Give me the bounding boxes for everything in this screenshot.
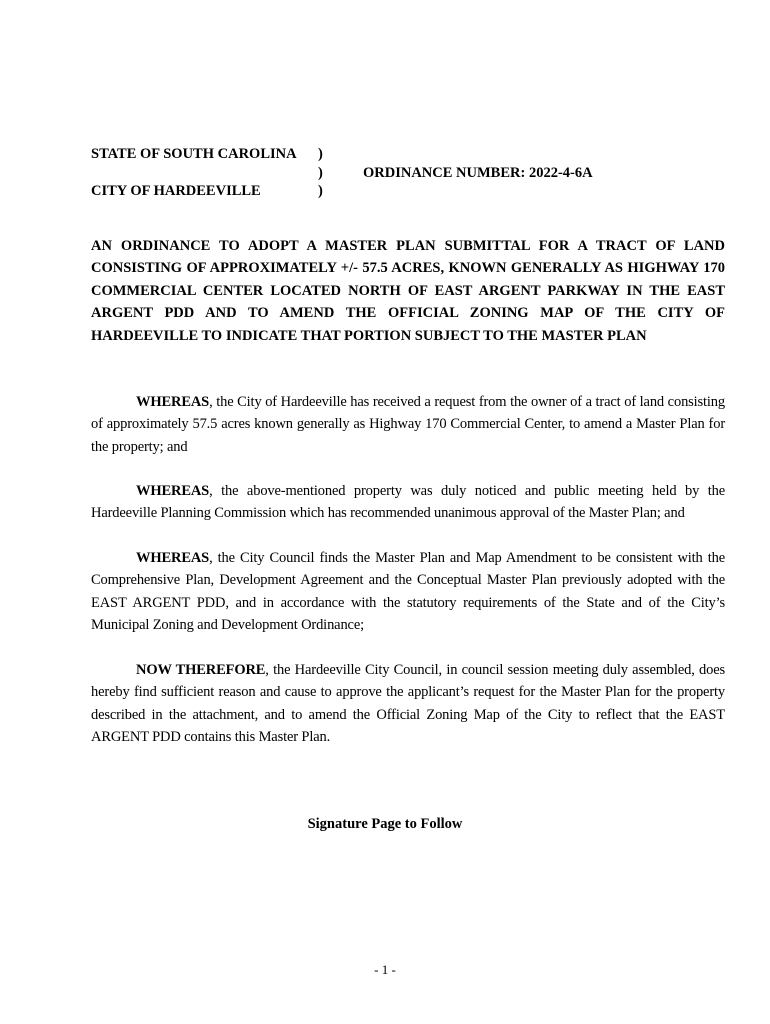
- paragraph-lead: WHEREAS: [136, 483, 210, 499]
- now-therefore-paragraph: [91, 659, 725, 749]
- whereas-paragraph: [91, 480, 725, 525]
- paragraph-body: , the City Council finds the Master Plan and Map Amendment to be consistent with the Comprehensive Plan, Development Agreement and the Conceptual Master Plan previously adopted with the EAST ARGENT PDD, and in accordance with the statutory requirements of the State and of the City’s Municipal Zoning and Development Ordinance;: [91, 550, 725, 634]
- caption-state: STATE OF SOUTH CAROLINA: [91, 146, 297, 162]
- paragraph-body: , the above-mentioned property was duly noticed and public meeting held by the Hardeeville Planning Commission which has recommended unanimous approval of the Master Plan; and: [91, 483, 725, 522]
- paragraph-body: , the City of Hardeeville has received a request from the owner of a tract of land consisting of approximately 57.5 acres known generally as Highway 170 Commercial Center, to amend a Master Plan for the property; and: [91, 394, 725, 455]
- whereas-paragraph: [91, 547, 725, 637]
- paragraph-body: , the Hardeeville City Council, in council session meeting duly assembled, does hereby find sufficient reason and cause to approve the applicant’s request for the Master Plan for the property described in the attachment, and to amend the Official Zoning Map of the City to reflect that the EAST ARGENT PDD contains this Master Plan.: [91, 662, 726, 746]
- caption-city: CITY OF HARDEEVILLE: [91, 183, 261, 199]
- paragraph-lead: NOW THEREFORE: [136, 662, 266, 678]
- paragraph-lead: WHEREAS: [136, 394, 210, 410]
- whereas-paragraph: [91, 391, 725, 458]
- caption-row-state: [91, 146, 731, 165]
- ordinance-title: AN ORDINANCE TO ADOPT A MASTER PLAN SUBMITTAL FOR A TRACT OF LAND CONSISTING OF APPROXIMATELY +/- 57.5 ACRES, KNOWN GENERALLY AS HIGHWAY 170 COMMERCIAL CENTER LOCATED NORTH OF EAST ARGENT PARKWAY IN THE EAST ARGENT PDD AND TO AMEND THE OFFICIAL ZONING MAP OF THE CITY OF HARDEEVILLE TO INDICATE THAT PORTION SUBJECT TO THE MASTER PLAN: [91, 238, 725, 344]
- caption-row-ordinance: [91, 165, 731, 184]
- caption-paren: ): [318, 146, 323, 162]
- signature-note: Signature Page to Follow: [307, 816, 463, 832]
- paragraph-lead: WHEREAS: [136, 550, 210, 566]
- page-number: - 1 -: [374, 962, 396, 977]
- caption-row-city: [91, 183, 731, 202]
- case-caption: [91, 146, 731, 202]
- caption-paren: ): [318, 164, 323, 181]
- ordinance-number: ORDINANCE NUMBER: 2022-4-6A: [363, 164, 593, 181]
- caption-paren: ): [318, 183, 323, 199]
